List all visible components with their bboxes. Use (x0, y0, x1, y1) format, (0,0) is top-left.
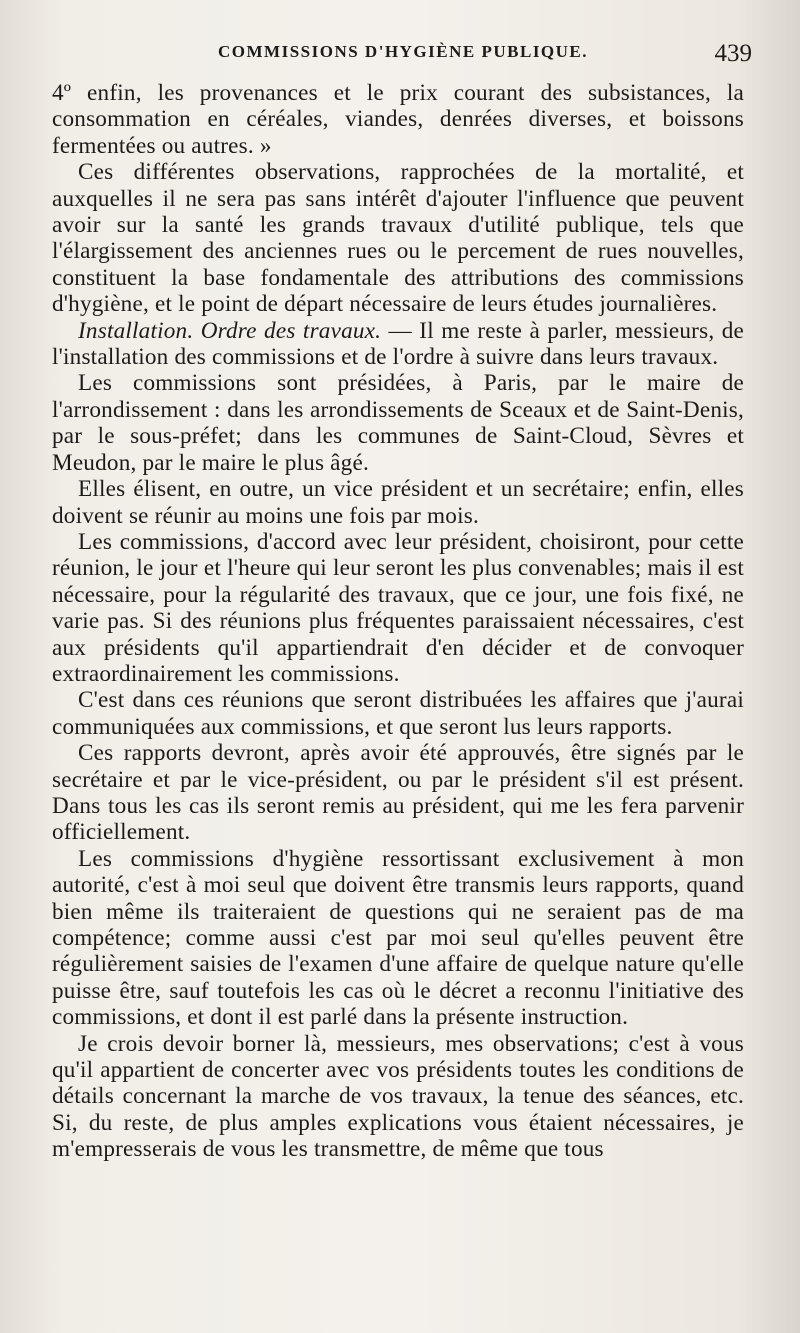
body-text (52, 80, 744, 1163)
page-header (60, 40, 760, 80)
page-number: 439 (714, 40, 752, 67)
paragraph-3-text: — Il me reste à parler, messieurs, de l'installation des commissions et de l'ordre à suivre dans leurs travaux. (52, 317, 744, 371)
paragraph-10: Je crois devoir borner là, messieurs, mes observations; c'est à vous qu'il appartient de concerter avec vos présidents toutes les conditions de détails concernant la marche de vos travaux, la tenue des séances, etc. Si, du reste, de plus amples explications vous étaient nécessaires, je m'empresserais de vous les transmettre, de même que tous (52, 1030, 744, 1163)
paragraph-6: Les commissions, d'accord avec leur président, choisiront, pour cette réunion, le jour et l'heure qui leur seront les plus convenables; mais il est nécessaire, pour la régularité des travaux, que ce jour, une fois fixé, ne varie pas. Si des réunions plus fréquentes paraissaient nécessaires, c'est aux présidents qu'il appartiendrait d'en décider et de convoquer extraordinairement les commissions. (52, 528, 744, 687)
paragraph-4: Les commissions sont présidées, à Paris, par le maire de l'arrondissement : dans les arrondissements de Sceaux et de Saint-Denis, par le sous-préfet; dans les communes de Saint-Cloud, Sèvres et Meudon, par le maire le plus âgé. (52, 370, 744, 476)
paragraph-1: 4º enfin, les provenances et le prix courant des subsistances, la consommation en céréales, viandes, denrées diverses, et boissons fermentées ou autres. » (52, 80, 744, 159)
paragraph-2: Ces différentes observations, rapprochées de la mortalité, et auxquelles il ne sera pas sans intérêt d'ajouter l'influence que peuvent avoir sur la santé les grands travaux d'utilité publique, tels que l'élargissement des anciennes rues ou le percement de rues nouvelles, constituent la base fondamentale des attributions des commissions d'hygiène, et le point de départ nécessaire de leurs études journalières. (52, 159, 744, 318)
running-head: COMMISSIONS D'HYGIÈNE PUBLIQUE. (218, 42, 589, 61)
paragraph-8: Ces rapports devront, après avoir été approuvés, être signés par le secrétaire et par le vice-président, ou par le président s'il est présent. Dans tous les cas ils seront remis au président, qui me les fera parvenir officiellement. (52, 740, 744, 846)
paragraph-9: Les commissions d'hygiène ressortissant exclusivement à mon autorité, c'est à moi seul que doivent être transmis leurs rapports, quand bien même ils traiteraient de questions qui ne seraient pas de ma compétence; comme aussi c'est par moi seul qu'elles peuvent être régulièrement saisies de l'examen d'une affaire de quelque nature qu'elle puisse être, sauf toutefois les cas où le décret a reconnu l'initiative des commissions, et dont il est parlé dans la présente instruction. (52, 845, 744, 1031)
paragraph-3 (52, 318, 744, 371)
paragraph-5: Elles élisent, en outre, un vice président et un secrétaire; enfin, elles doivent se réunir au moins une fois par mois. (52, 476, 744, 529)
section-heading: Installation. Ordre des travaux. (78, 317, 382, 344)
paragraph-7: C'est dans ces réunions que seront distribuées les affaires que j'aurai communiquées aux commissions, et que seront lus leurs rapports. (52, 687, 744, 740)
